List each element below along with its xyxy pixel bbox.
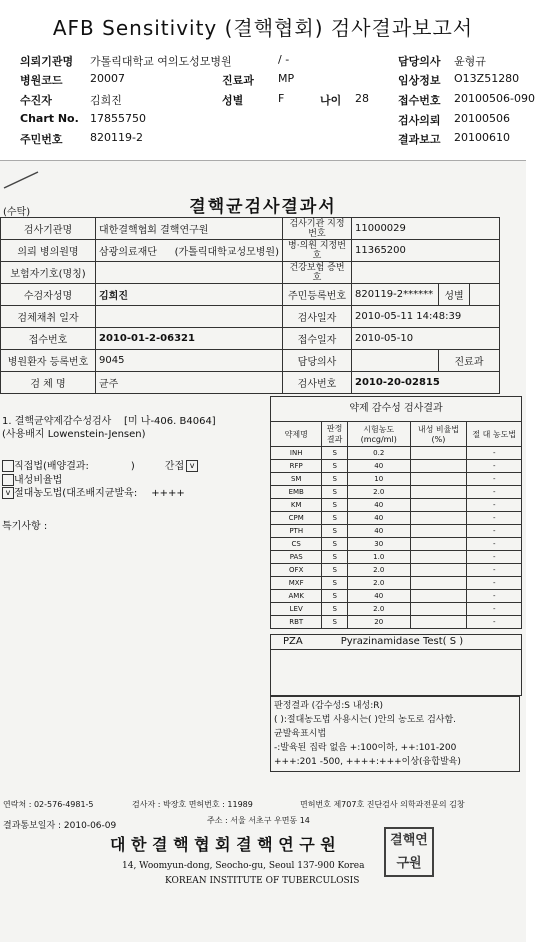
hdr-value: 가톨릭대학교 여의도성모병원: [90, 55, 232, 68]
inst-label: 검사기관명: [1, 218, 96, 240]
org-name: 대 한 결 핵 협 회 결 핵 연 구 원: [110, 835, 336, 854]
license: 면허번호 제707호 진단검사 의학과전문의 김창: [300, 800, 465, 809]
blank-box: [270, 649, 522, 696]
drug-row: [271, 616, 522, 629]
drug-cell: -: [467, 486, 522, 499]
drug-cell: [410, 577, 467, 590]
rrn-label: 주민등록번호: [283, 284, 352, 306]
sens-header: 판정 결과: [322, 422, 347, 447]
drug-cell: S: [322, 551, 347, 564]
drug-cell: S: [322, 447, 347, 460]
sens-header: 약제명: [271, 422, 322, 447]
hdr-value: 17855750: [90, 112, 146, 125]
drug-row: [271, 460, 522, 473]
drug-cell: 10: [347, 473, 410, 486]
drug-row: [271, 590, 522, 603]
drug-cell: [410, 525, 467, 538]
hdr-value: 김희진: [90, 94, 122, 107]
drug-cell: 20: [347, 616, 410, 629]
drug-cell: [410, 460, 467, 473]
coll-label: 검체채취 일자: [1, 306, 96, 328]
hdr-label: 진료과: [222, 74, 254, 87]
drug-cell: KM: [271, 499, 322, 512]
pt-no: 9045: [96, 350, 283, 372]
sens-header: 내성 비율법(%): [410, 422, 467, 447]
drug-cell: -: [467, 499, 522, 512]
rcv-date-label: 접수일자: [283, 328, 352, 350]
abs-checkbox[interactable]: v: [2, 487, 14, 499]
drug-cell: 1.0: [347, 551, 410, 564]
hdr-label: 임상정보: [398, 74, 441, 87]
scan-edge: [0, 160, 526, 161]
addr-en: 14, Woomyun-dong, Seocho-gu, Seoul 137-900 Korea: [122, 861, 365, 871]
spec-label: 검 체 명: [1, 372, 96, 394]
req-label: 의뢰 병의원명: [1, 240, 96, 262]
drug-cell: 2.0: [347, 564, 410, 577]
drug-cell: [410, 473, 467, 486]
indirect-checkbox[interactable]: v: [186, 460, 198, 472]
drug-cell: S: [322, 473, 347, 486]
drug-cell: 40: [347, 460, 410, 473]
drug-cell: [410, 551, 467, 564]
drug-cell: 30: [347, 538, 410, 551]
drug-cell: INH: [271, 447, 322, 460]
hdr-label: 수진자: [20, 94, 52, 107]
drug-cell: -: [467, 603, 522, 616]
drug-cell: RBT: [271, 616, 322, 629]
drug-cell: S: [322, 538, 347, 551]
drug-cell: -: [467, 538, 522, 551]
drug-cell: S: [322, 577, 347, 590]
sensitivity-table: [270, 421, 522, 629]
note-line: -:발육된 집락 없음 +:100이하, ++:101-200: [274, 743, 457, 753]
hdr-value: / -: [278, 53, 290, 66]
drug-cell: -: [467, 460, 522, 473]
drug-cell: S: [322, 525, 347, 538]
ins-no-label: 건강보험 증번호: [283, 262, 352, 284]
drug-row: [271, 473, 522, 486]
req-no-label: 병·의원 지정번호: [283, 240, 352, 262]
drug-cell: -: [467, 525, 522, 538]
drug-cell: 2.0: [347, 486, 410, 499]
test-no-label: 검사번호: [283, 372, 352, 394]
hdr-label: 검사의뢰: [398, 114, 441, 127]
drug-cell: AMK: [271, 590, 322, 603]
legend-notes: [270, 696, 520, 772]
test-date: 2010-05-11 14:48:39: [352, 306, 500, 328]
hdr-label: Chart No.: [20, 112, 79, 125]
drug-cell: 2.0: [347, 603, 410, 616]
medium-line: (사용배지 Lowenstein-Jensen): [2, 429, 146, 440]
pt-label: 병원환자 등록번호: [1, 350, 96, 372]
report-title: AFB Sensitivity (결핵협회) 검사결과보고서: [52, 16, 474, 40]
drug-row: [271, 538, 522, 551]
drug-cell: [410, 616, 467, 629]
drug-cell: -: [467, 473, 522, 486]
ratio-method: 내성비율법: [2, 471, 62, 486]
fold-mark: [2, 168, 42, 190]
inst-no: 11000029: [352, 218, 500, 240]
sens-title: 약제 감수성 검사결과: [270, 396, 522, 421]
drug-row: [271, 499, 522, 512]
note-line: ( ):절대농도법 사용시는( )안의 농도로 검사함.: [274, 715, 457, 725]
hdr-label: 주민번호: [20, 133, 63, 146]
drug-cell: -: [467, 551, 522, 564]
official-seal: 결핵연구원: [384, 827, 434, 877]
drug-cell: S: [322, 603, 347, 616]
drug-cell: [410, 512, 467, 525]
drug-cell: PAS: [271, 551, 322, 564]
tester: 검사자 : 박장호 면허번호 : 11989: [132, 800, 253, 809]
drug-cell: 40: [347, 512, 410, 525]
rcv-date: 2010-05-10: [352, 328, 500, 350]
drug-row: [271, 551, 522, 564]
drug-cell: CS: [271, 538, 322, 551]
note-line: +++:201 -500, ++++:+++이상(융합발육): [274, 757, 461, 767]
ins-label: 보험자기호(명칭): [1, 262, 96, 284]
spec-name: 균주: [96, 372, 283, 394]
drug-row: [271, 564, 522, 577]
remarks-label: 특기사항 :: [2, 521, 48, 532]
drug-cell: [410, 447, 467, 460]
hdr-value: F: [278, 92, 285, 105]
inst-no-label: 검사기관 지정번호: [283, 218, 352, 240]
hdr-label: 결과보고: [398, 133, 441, 146]
drug-cell: [410, 564, 467, 577]
drug-cell: [410, 486, 467, 499]
drug-cell: 40: [347, 590, 410, 603]
dept-label: 진료과: [439, 350, 500, 372]
drug-cell: -: [467, 447, 522, 460]
drug-cell: S: [322, 616, 347, 629]
hdr-label: 접수번호: [398, 94, 441, 107]
drug-cell: -: [467, 616, 522, 629]
hdr-label: 병원코드: [20, 74, 63, 87]
hdr-label: 나이: [320, 94, 342, 107]
drug-cell: S: [322, 564, 347, 577]
drug-cell: [410, 499, 467, 512]
hdr-value: 20100506-090: [454, 92, 535, 105]
drug-cell: OFX: [271, 564, 322, 577]
hdr-label: 성별: [222, 94, 244, 107]
drug-cell: LEV: [271, 603, 322, 616]
inst-name: 대한결핵협회 결핵연구원: [96, 218, 283, 240]
drug-cell: S: [322, 590, 347, 603]
form-title: 결핵균검사결과서: [189, 197, 337, 217]
direct-method: 직접법(배양결과: ) 간접 v: [2, 457, 198, 472]
doc-label: 담당의사: [283, 350, 352, 372]
drug-cell: -: [467, 577, 522, 590]
drug-cell: 0.2: [347, 447, 410, 460]
hdr-value: MP: [278, 72, 295, 85]
drug-cell: S: [322, 460, 347, 473]
drug-cell: RFP: [271, 460, 322, 473]
req-name: 삼광의료재단 (가톨릭대학교성모병원): [96, 240, 283, 262]
hdr-value: 20007: [90, 72, 125, 85]
abs-method: v 절대농도법(대조배지균발육: ++++: [2, 484, 185, 499]
org-en: KOREAN INSTITUTE OF TUBERCULOSIS: [165, 876, 360, 886]
test-no: 2010-20-02815: [352, 372, 500, 394]
drug-row: [271, 603, 522, 616]
hdr-label: 담당의사: [398, 55, 441, 68]
hdr-value: 820119-2: [90, 131, 143, 144]
drug-cell: EMB: [271, 486, 322, 499]
drug-row: [271, 577, 522, 590]
rrn: 820119-2******: [352, 284, 439, 306]
drug-cell: PTH: [271, 525, 322, 538]
name-label: 수검자성명: [1, 284, 96, 306]
drug-row: [271, 525, 522, 538]
pza-row: PZA Pyrazinamidase Test( S ): [270, 634, 522, 650]
note-line: 판정결과 (감수성:S 내성:R): [274, 701, 384, 711]
hdr-label: 의뢰기관명: [20, 55, 74, 68]
note-line: 균발육표시법: [274, 729, 327, 739]
hdr-value: 28: [355, 92, 369, 105]
hdr-value: O13Z51280: [454, 72, 520, 85]
drug-cell: -: [467, 512, 522, 525]
report-date: 결과통보일자 : 2010-06-09: [3, 821, 117, 831]
test-date-label: 검사일자: [283, 306, 352, 328]
info-grid: [0, 217, 500, 394]
drug-cell: S: [322, 512, 347, 525]
drug-row: [271, 486, 522, 499]
drug-cell: 40: [347, 499, 410, 512]
drug-cell: MXF: [271, 577, 322, 590]
rcv-no: 2010-01-2-06321: [96, 328, 283, 350]
drug-cell: [410, 590, 467, 603]
sens-header: 절 대 농도법: [467, 422, 522, 447]
contact: 연락처 : 02-576-4981-5: [3, 800, 94, 809]
drug-cell: S: [322, 499, 347, 512]
drug-cell: -: [467, 590, 522, 603]
hdr-value: 20100506: [454, 112, 510, 125]
drug-cell: -: [467, 564, 522, 577]
entrusted-stamp: (수탁): [3, 207, 31, 218]
addr-kr: 주소 : 서울 서초구 우면동 14: [207, 816, 310, 825]
drug-cell: [410, 538, 467, 551]
drug-cell: 2.0: [347, 577, 410, 590]
req-no: 11365200: [352, 240, 500, 262]
drug-cell: 40: [347, 525, 410, 538]
drug-cell: SM: [271, 473, 322, 486]
hdr-value: 20100610: [454, 131, 510, 144]
rcv-label: 접수번호: [1, 328, 96, 350]
hdr-value: 윤형규: [454, 55, 486, 68]
drug-row: [271, 447, 522, 460]
drug-cell: S: [322, 486, 347, 499]
sens-header: 시험농도 (mcg/ml): [347, 422, 410, 447]
patient-name: 김희진: [96, 284, 283, 306]
method-line: 1. 결핵균약제감수성검사 [미 나-406. B4064]: [2, 416, 216, 427]
drug-cell: [410, 603, 467, 616]
sex-label: 성별: [439, 284, 470, 306]
drug-row: [271, 512, 522, 525]
drug-cell: CPM: [271, 512, 322, 525]
